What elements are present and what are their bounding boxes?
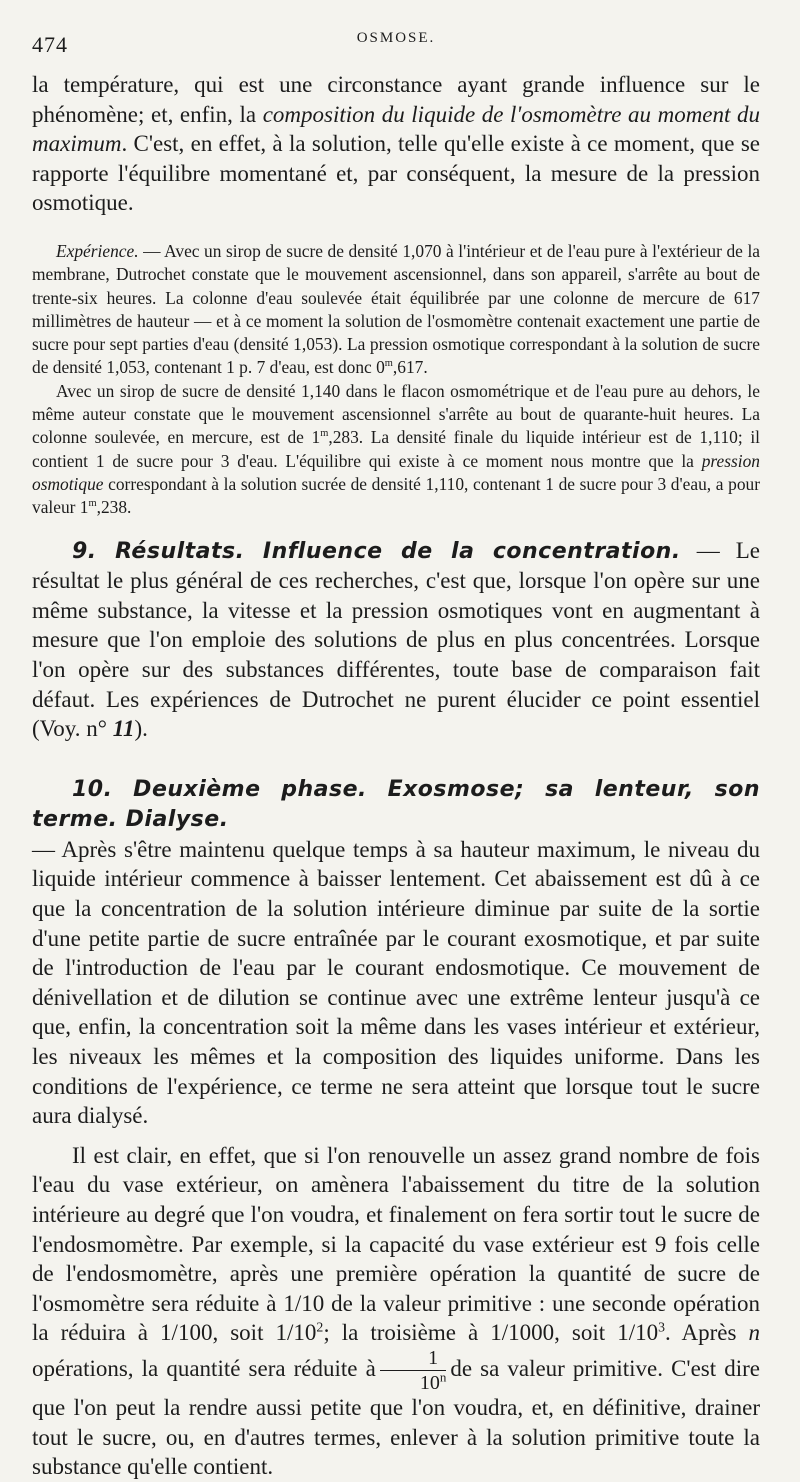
running-title: OSMOSE. [356, 30, 436, 46]
unit-superscript: m [320, 428, 329, 440]
section-reference: 11 [112, 716, 135, 742]
intro-text-2: . C'est, en effet, à la solution, telle qu'elle existe à ce moment, que se rapporte l'équilibre momentané et, par conséquent, la mesure de la pression osmotique. [32, 131, 760, 216]
fraction-numerator: 1 [380, 1348, 447, 1371]
section-10-heading: 10. Deuxième phase. Exosmose; sa lenteur, son terme. Dialyse. [32, 776, 760, 833]
dialysis-text-c: . Après [665, 1320, 749, 1346]
experiment-paragraph-1 [32, 240, 760, 380]
experiment-text-2c: correspondant à la solution sucrée de densité 1,110, contenant 1 de sucre pour 3 d'eau, a pour valeur 1 [32, 473, 760, 518]
page-number: 474 [32, 32, 68, 57]
intro-text-1: la température, qui est une circonstance ayant grande influence sur le phénomène; et, enfin, la [32, 72, 760, 127]
dialysis-paragraph [32, 1141, 760, 1482]
exponent: 3 [658, 1319, 666, 1335]
section-9-paragraph [32, 536, 760, 744]
intro-emphasis: composition du liquide de l'osmomètre au moment du maximum [32, 101, 760, 157]
variable-n: n [748, 1320, 761, 1346]
dialysis-text-b: ; la troisième à 1/1000, soit 1/10 [323, 1320, 659, 1346]
section-10-heading-line [32, 774, 760, 835]
section-9-heading: 9. Résultats. Influence de la concentration. [72, 538, 681, 564]
paragraph-dialysis [32, 1141, 760, 1482]
experiment-block [32, 240, 760, 520]
experiment-paragraph-2 [32, 380, 760, 520]
section-9-text-end: ). [134, 716, 148, 742]
fraction-denominator-base: 10 [419, 1371, 440, 1394]
dialysis-text-a: Il est clair, en effet, que si l'on renouvelle un assez grand nombre de fois l'eau du vase extérieur, on amènera l'abaissement du titre de la solution intérieure au degré que l'on voudra, et finalement on fera sortir tout le sucre de l'endosmomètre. Par exemple, si la capacité du vase extérieur est 9 fois celle de l'endosmomètre, après une première opération la quantité de sucre de l'osmomètre sera réduite à 1/10 de la valeur primitive : une seconde opération la réduira à 1/100, soit 1/10 [32, 1142, 760, 1346]
fraction-exponent: n [439, 1369, 447, 1385]
page-header [32, 28, 760, 58]
experiment-text-2d: ,238. [96, 497, 132, 518]
section-9-text: — Le résultat le plus général de ces recherches, c'est que, lorsque l'on opère sur une même substance, la vitesse et la pression osmotiques vont en augmentant à mesure que l'on emploie des solutions de plus en plus concentrées. Lorsque l'on opère sur des substances différentes, toute base de comparaison fait défaut. Les expériences de Dutrochet ne purent élucider ce point essentiel (Voy. n° [32, 537, 760, 742]
dialysis-text-d: opérations, la quantité sera réduite à [32, 1355, 376, 1381]
experiment-text-2b: ,283. La densité finale du liquide intérieur est de 1,110; il contient 1 de sucre pour 3 d'eau. L'équilibre qui existe à ce moment nous montre que la [32, 427, 760, 471]
section-10 [32, 774, 760, 1131]
experiment-emphasis: pression osmotique [32, 450, 760, 494]
exponent: 2 [316, 1319, 324, 1335]
experiment-text-1-end: ,617. [392, 357, 428, 378]
fraction-denominator [380, 1371, 447, 1393]
unit-superscript: m [88, 498, 97, 510]
section-10-paragraph: — Après s'être maintenu quelque temps à sa hauteur maximum, le niveau du liquide intérieur commence à baisser lentement. Cet abaissement est dû à ce que la concentration de la solution intérieure diminue par suite de la sortie d'une petite partie de sucre entraînée par le courant exosmotique, et par suite de l'introduction de l'eau par le courant endosmotique. Ce mouvement de dénivellation et de dilution se continue avec une extrême lenteur jusqu'à ce que, enfin, la concentration soit la même dans les vases intérieur et extérieur, les niveaux les mêmes et la composition des liquides uniforme. Dans les conditions de l'expérience, ce terme ne sera atteint que lorsque tout le sucre aura dialysé. [32, 836, 760, 1129]
experiment-label: Expérience. [56, 240, 139, 261]
unit-superscript: m [384, 358, 393, 370]
section-9 [32, 536, 760, 744]
intro-paragraph [32, 70, 760, 218]
dialysis-text-e: de sa valeur primitive. C'est dire que l'on peut la rendre aussi petite que l'on voudra, et, en définitive, drainer tout le sucre, ou, en d'autres termes, enlever à la solution primitive toute la substance qu'elle contient. [32, 1355, 760, 1480]
experiment-text-2a: Avec un sirop de sucre de densité 1,140 dans le flacon osmométrique et de l'eau pure au dehors, le même auteur constate que le mouvement ascensionnel s'arrête au bout de quarante-huit heures. La colonne soulevée, en mercure, est de 1 [32, 380, 760, 448]
experiment-text-1: — Avec un sirop de sucre de densité 1,070 à l'intérieur et de l'eau pure à l'extérieur de la membrane, Dutrochet constate que le mouvement ascensionnel, dans son appareil, s'arrête au bout de trente-six heures. La colonne d'eau soulevée était équilibrée par une colonne de mercure de 617 millimètres de hauteur — et à ce moment la solution de l'osmomètre contenait exactement une partie de sucre pour sept parties d'eau (densité 1,053). La pression osmotique correspondant à la solution de sucre de densité 1,053, contenant 1 p. 7 d'eau, est donc 0 [32, 240, 760, 378]
fraction [380, 1348, 447, 1393]
